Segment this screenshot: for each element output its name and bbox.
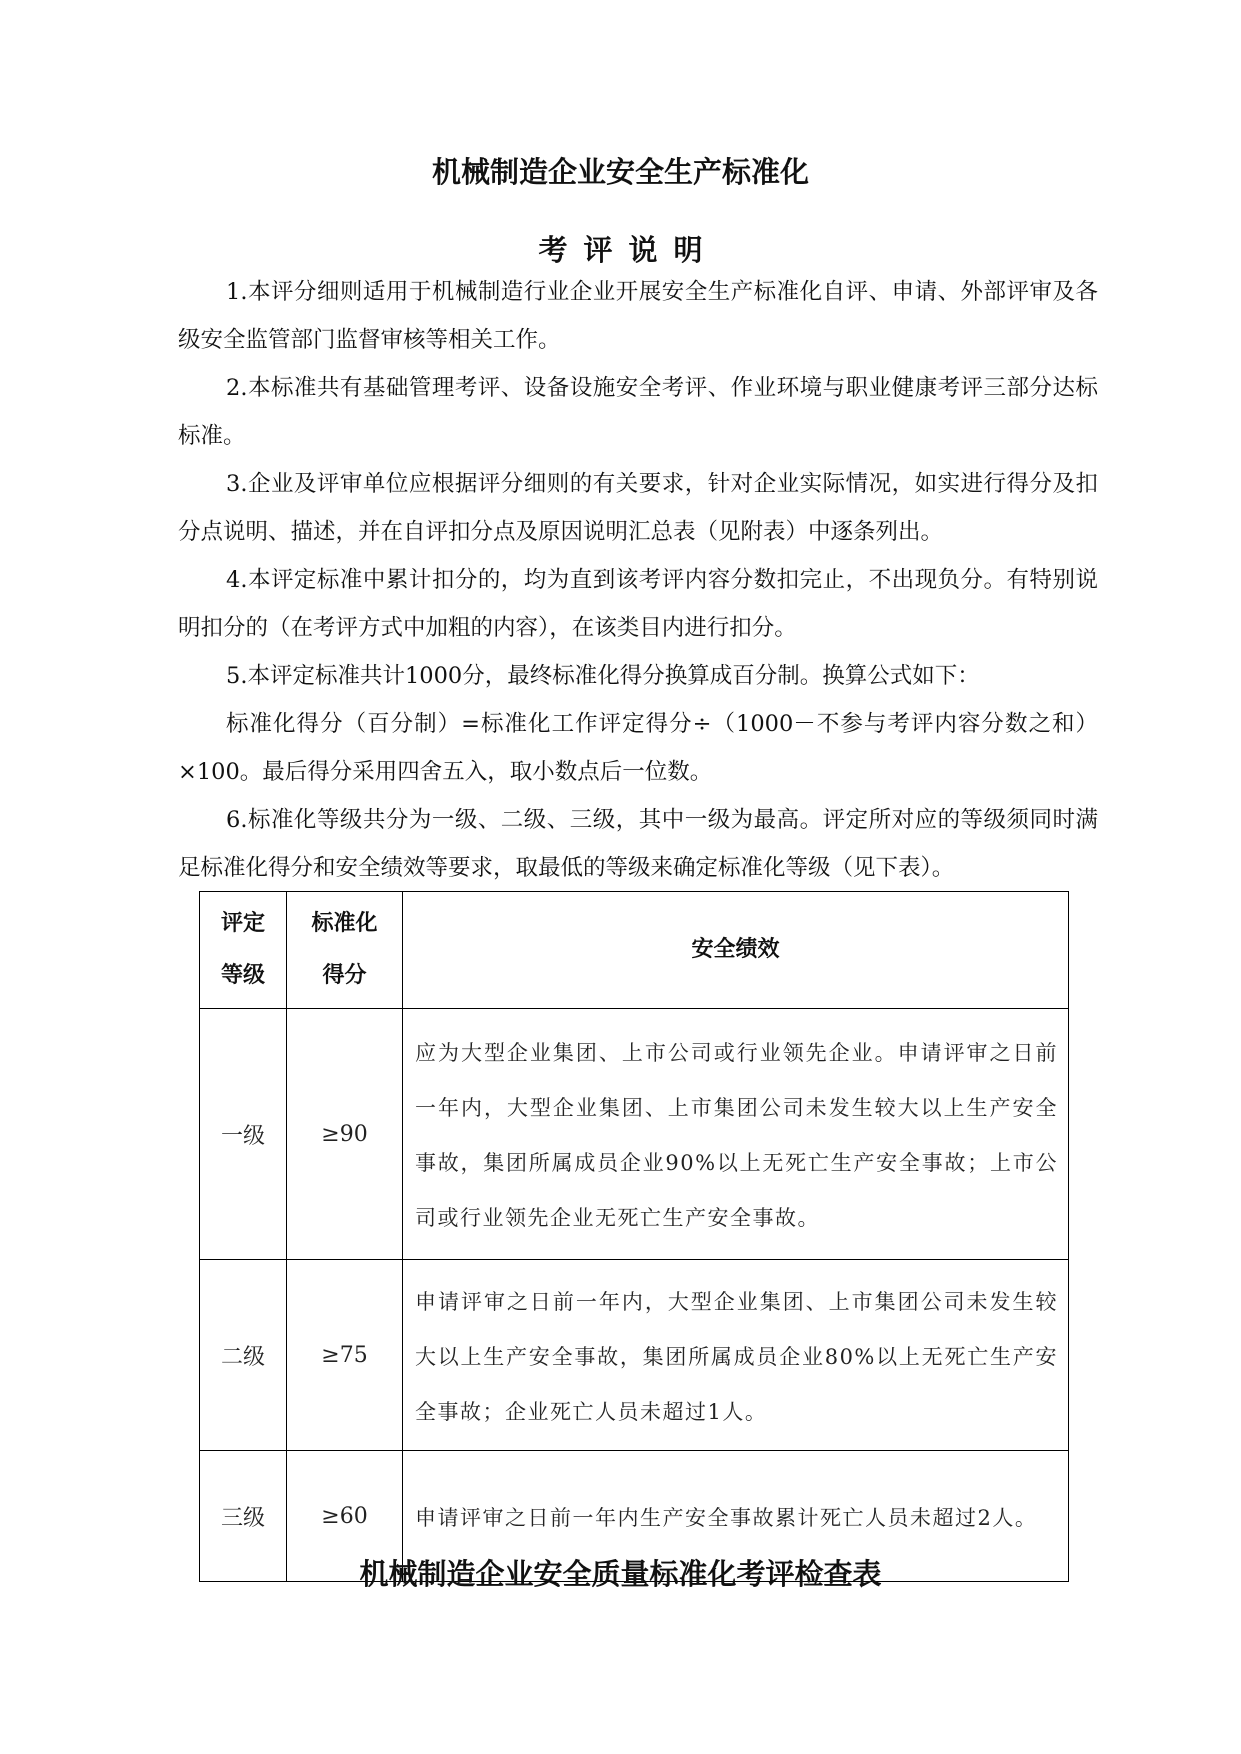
performance-cell: 申请评审之日前一年内生产安全事故累计死亡人员未超过2人。 <box>403 1451 1069 1582</box>
instructions-body <box>178 268 1098 892</box>
performance-cell: 申请评审之日前一年内，大型企业集团、上市集团公司未发生较大以上生产安全事故，集团所属成员企业80%以上无死亡生产安全事故；企业死亡人员未超过1人。 <box>403 1260 1069 1451</box>
score-cell: ≥75 <box>287 1260 403 1451</box>
paragraph-5: 5.本评定标准共计1000分，最终标准化得分换算成百分制。换算公式如下： <box>226 663 980 689</box>
header-score <box>287 892 403 1009</box>
paragraph-2: 2.本标准共有基础管理考评、设备设施安全考评、作业环境与职业健康考评三部分达标标准。 <box>178 375 1098 449</box>
paragraph-6: 6.标准化等级共分为一级、二级、三级，其中一级为最高。评定所对应的等级须同时满足标准化得分和安全绩效等要求，取最低的等级来确定标准化等级（见下表）。 <box>178 807 1098 881</box>
formula-paragraph: 标准化得分（百分制）=标准化工作评定得分÷（1000－不参与考评内容分数之和）×100。最后得分采用四舍五入，取小数点后一位数。 <box>178 711 1098 785</box>
header-grade <box>200 892 287 1009</box>
table-row <box>200 1260 1069 1451</box>
performance-cell: 应为大型企业集团、上市公司或行业领先企业。申请评审之日前一年内，大型企业集团、上市集团公司未发生较大以上生产安全事故，集团所属成员企业90%以上无死亡生产安全事故；上市公司或行业领先企业无死亡生产安全事故。 <box>403 1009 1069 1260</box>
grade-cell: 一级 <box>200 1009 287 1260</box>
paragraph-4: 4.本评定标准中累计扣分的，均为直到该考评内容分数扣完止，不出现负分。有特别说明扣分的（在考评方式中加粗的内容），在该类目内进行扣分。 <box>178 567 1098 641</box>
table-header-row <box>200 892 1069 1009</box>
table-row <box>200 1009 1069 1260</box>
document-title: 机械制造企业安全生产标准化 <box>431 155 809 189</box>
paragraph-1: 1.本评分细则适用于机械制造行业企业开展安全生产标准化自评、申请、外部评审及各级安全监管部门监督审核等相关工作。 <box>178 279 1098 353</box>
score-cell: ≥90 <box>287 1009 403 1260</box>
header-score-line2: 得分 <box>322 963 367 988</box>
section-subtitle: 考评说明 <box>538 233 719 267</box>
header-score-line1: 标准化 <box>311 911 378 936</box>
grade-standard-table <box>199 891 1069 1582</box>
header-grade-line2: 等级 <box>220 963 265 988</box>
score-cell: ≥60 <box>287 1451 403 1582</box>
paragraph-3: 3.企业及评审单位应根据评分细则的有关要求，针对企业实际情况，如实进行得分及扣分点说明、描述，并在自评扣分点及原因说明汇总表（见附表）中逐条列出。 <box>178 471 1098 545</box>
header-performance: 安全绩效 <box>403 892 1069 1009</box>
checklist-title: 机械制造企业安全质量标准化考评检查表 <box>359 1557 882 1591</box>
grade-cell: 三级 <box>200 1451 287 1582</box>
header-grade-line1: 评定 <box>220 911 265 936</box>
grade-cell: 二级 <box>200 1260 287 1451</box>
